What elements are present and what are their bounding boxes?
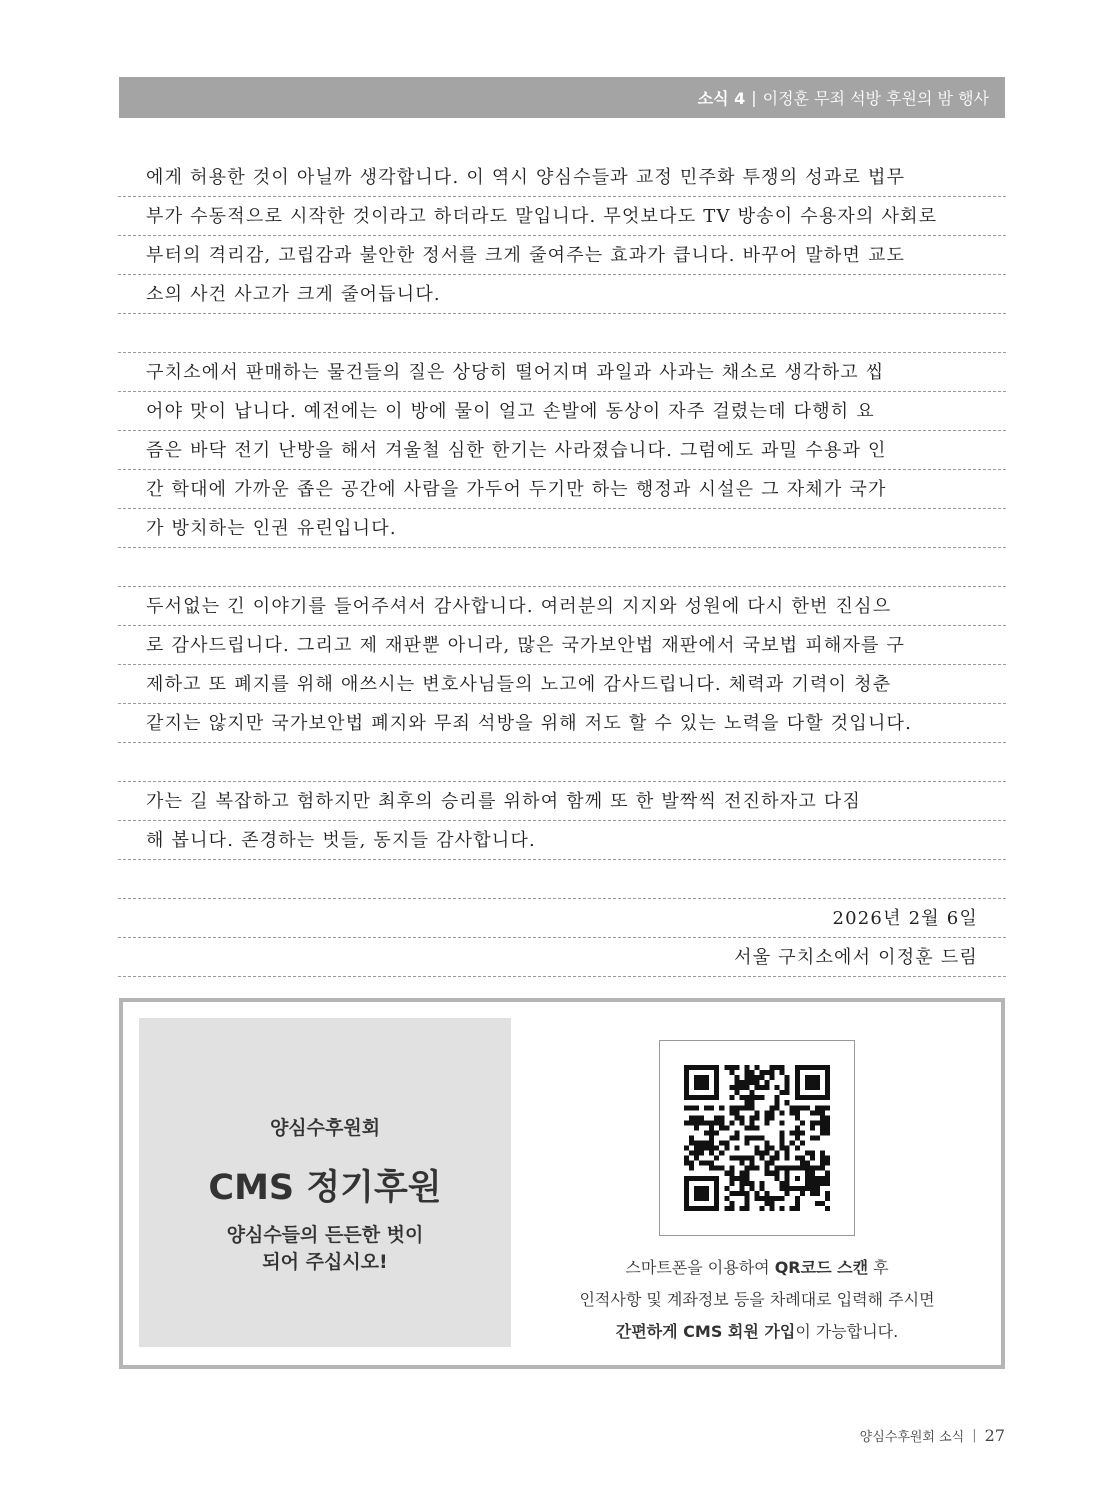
section-number: 소식 4: [697, 89, 746, 108]
cms-slogan: [139, 1222, 511, 1276]
letter-line: 제하고 또 폐지를 위해 애쓰시는 변호사님들의 노고에 감사드립니다. 체력과 기력이 청춘: [118, 665, 1006, 704]
letter-line: 부가 수동적으로 시작한 것이라고 하더라도 말입니다. 무엇보다도 TV 방송이 수용자의 사회로: [118, 197, 1006, 236]
letter-line: 에게 허용한 것이 아닐까 생각합니다. 이 역시 양심수들과 교정 민주화 투쟁의 성과로 법무: [118, 158, 1006, 197]
cms-donation-box: [119, 998, 1005, 1369]
letter-line: 로 감사드립니다. 그리고 제 재판뿐 아니라, 많은 국가보안법 재판에서 국보법 피해자를 구: [118, 626, 1006, 665]
letter-line: 가는 길 복잡하고 험하지만 최후의 승리를 위하여 함께 또 한 발짝씩 전진하자고 다짐: [118, 782, 1006, 821]
letter-line: [118, 860, 1006, 899]
letter-line: 어야 맛이 납니다. 예전에는 이 방에 물이 얼고 손발에 동상이 자주 걸렸는데 다행히 요: [118, 392, 1006, 431]
header-divider: |: [751, 88, 757, 107]
qr-instruction-line: 스마트폰을 이용하여 QR코드 스캔 후: [625, 1258, 889, 1277]
letter-line: 같지는 않지만 국가보안법 폐지와 무죄 석방을 위해 저도 할 수 있는 노력을 다할 것입니다.: [118, 704, 1006, 743]
cms-promo-panel: [139, 1018, 511, 1347]
section-title: 이정훈 무죄 석방 후원의 밤 행사: [762, 89, 989, 108]
cms-signup-emphasis: 간편하게 CMS 회원 가입: [615, 1322, 796, 1341]
letter-line: 소의 사건 사고가 크게 줄어듭니다.: [118, 275, 1006, 314]
footer-divider: |: [972, 1428, 977, 1443]
letter-line: 해 봅니다. 존경하는 벗들, 동지들 감사합니다.: [118, 821, 1006, 860]
letter-date: 2026년 2월 6일: [118, 899, 1006, 938]
qr-scan-emphasis: QR코드 스캔: [774, 1258, 869, 1277]
qr-instructions: [531, 1252, 983, 1348]
qr-instruction-line: 인적사항 및 계좌정보 등을 차례대로 입력해 주시면: [579, 1290, 935, 1309]
org-name: 양심수후원회: [269, 1117, 381, 1139]
qr-code-frame[interactable]: [659, 1040, 855, 1236]
letter-signature: 서울 구치소에서 이정훈 드림: [118, 938, 1006, 977]
publication-name: 양심수후원회 소식: [859, 1430, 965, 1445]
page-footer: [860, 1426, 1005, 1445]
letter-line: [118, 548, 1006, 587]
letter-line: [118, 314, 1006, 353]
section-header-bar: [119, 77, 1005, 118]
slogan-line: 양심수들의 든든한 벗이: [226, 1224, 424, 1246]
letter-line: 부터의 격리감, 고립감과 불안한 정서를 크게 줄여주는 효과가 큽니다. 바꾸어 말하면 교도: [118, 236, 1006, 275]
letter-line: 가 방치하는 인권 유린입니다.: [118, 509, 1006, 548]
letter-line: 간 학대에 가까운 좁은 공간에 사람을 가두어 두기만 하는 행정과 시설은 그 자체가 국가: [118, 470, 1006, 509]
letter-line: 두서없는 긴 이야기를 들어주셔서 감사합니다. 여러분의 지지와 성원에 다시 한번 진심으: [118, 587, 1006, 626]
cms-title: CMS 정기후원: [208, 1168, 442, 1208]
letter-line: 즘은 바닥 전기 난방을 해서 겨울철 심한 한기는 사라졌습니다. 그럼에도 과밀 수용과 인: [118, 431, 1006, 470]
page-number: 27: [984, 1426, 1005, 1445]
handwritten-letter: [146, 158, 978, 977]
slogan-line: 되어 주십시오!: [262, 1251, 388, 1273]
letter-line: [118, 743, 1006, 782]
letter-line: 구치소에서 판매하는 물건들의 질은 상당히 떨어지며 과일과 사과는 채소로 생각하고 씹: [118, 353, 1006, 392]
qr-instruction-line: 간편하게 CMS 회원 가입이 가능합니다.: [615, 1322, 899, 1341]
qr-code-icon[interactable]: [684, 1065, 830, 1211]
